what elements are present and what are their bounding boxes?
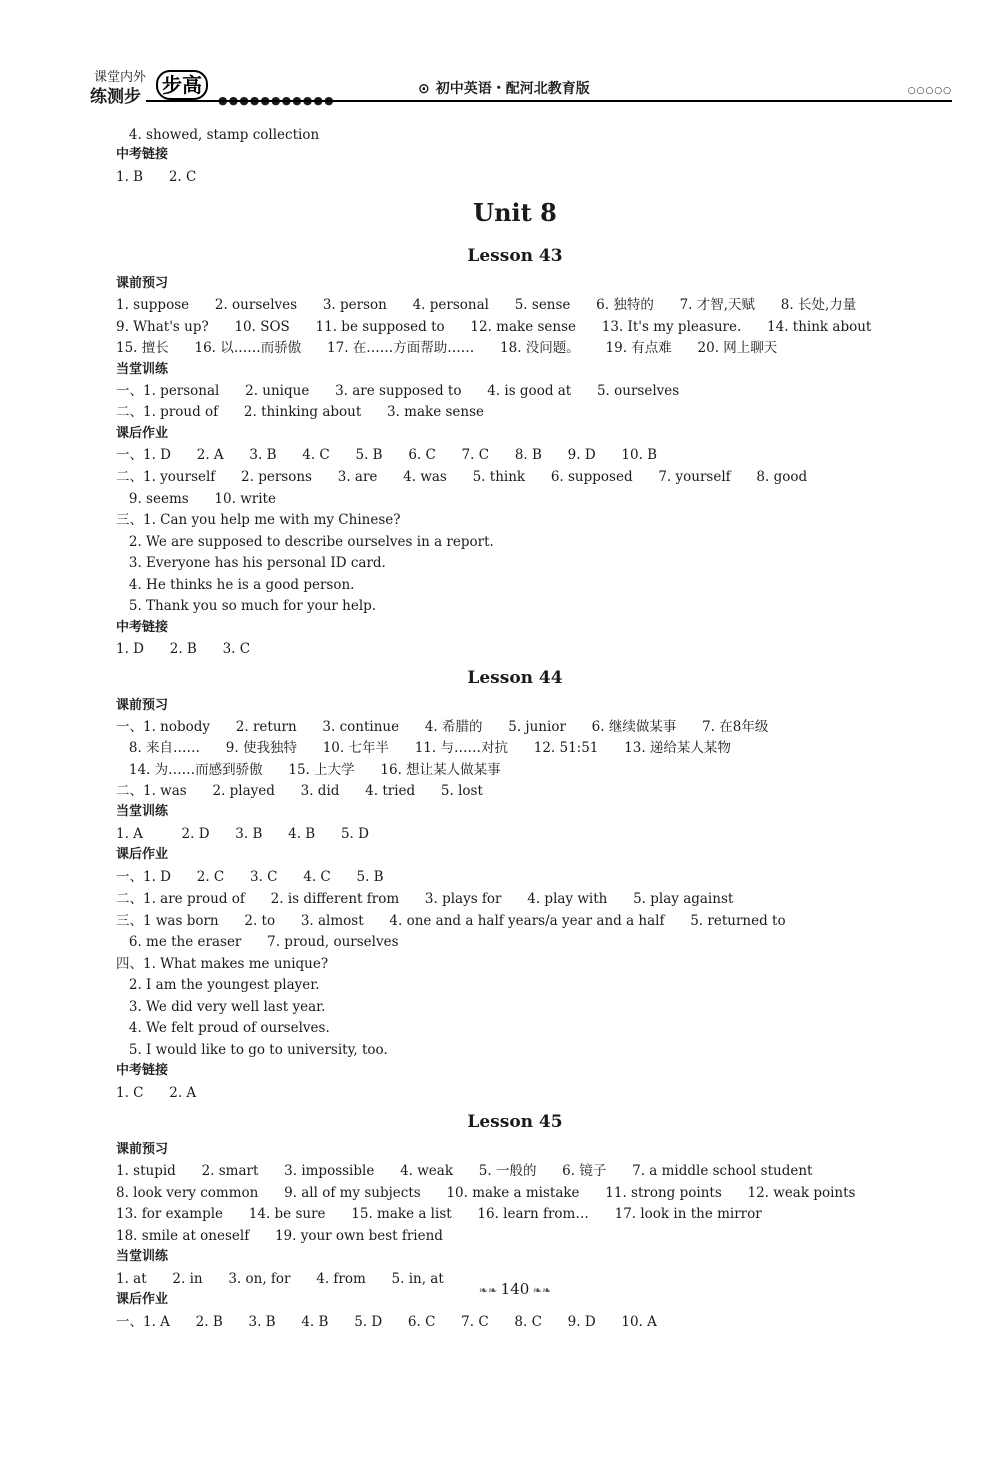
answer-line: 3. We did very well last year.: [116, 999, 326, 1015]
page-number: [440, 1280, 590, 1298]
answer-line: 9. What's up? 10. SOS 11. be supposed to 12. make sense 13. It's my pleasure. 14. think about: [116, 319, 872, 335]
answer-line: 四、1. What makes me unique?: [116, 956, 329, 972]
decorative-dots-icon: ●●●●●●●●●●●: [218, 94, 335, 107]
header-divider: [146, 100, 952, 102]
answer-line: 2. I am the youngest player.: [116, 977, 320, 993]
unit-title: Unit 8: [473, 198, 557, 227]
answer-line: 二、1. yourself 2. persons 3. are 4. was 5. think 6. supposed 7. yourself 8. good: [116, 469, 808, 485]
decorative-dots-icon: ○○○○○: [907, 86, 952, 96]
page-number-text: 140: [500, 1280, 530, 1298]
answer-line: 1. at 2. in 3. on, for 4. from 5. in, at: [116, 1271, 444, 1287]
answer-line: 5. I would like to go to university, too.: [116, 1042, 388, 1058]
answer-line: 1. stupid 2. smart 3. impossible 4. weak 5. 一般的 6. 镜子 7. a middle school student: [116, 1163, 813, 1179]
answer-line: 一、1. D 2. A 3. B 4. C 5. B 6. C 7. C 8. B 9. D 10. B: [116, 447, 658, 463]
answer-line: 一、1. personal 2. unique 3. are supposed to 4. is good at 5. ourselves: [116, 383, 680, 399]
circle-logo-icon: ⊙: [418, 81, 430, 97]
answer-line: 1. A 2. D 3. B 4. B 5. D: [116, 826, 369, 842]
section-heading: 课前预习: [116, 1142, 169, 1157]
brand-main-text: 练测步: [90, 87, 141, 107]
section-heading: 当堂训练: [116, 362, 169, 377]
brand-top-text: 课堂内外: [94, 70, 147, 85]
lesson-title: Lesson 43: [467, 246, 563, 266]
answer-line: 一、1. D 2. C 3. C 4. C 5. B: [116, 869, 384, 885]
section-heading: 中考链接: [116, 620, 169, 635]
answer-line: 4. showed, stamp collection: [116, 127, 320, 143]
header-title: [418, 78, 590, 98]
section-heading: 课前预习: [116, 276, 169, 291]
lesson-title: Lesson 45: [467, 1112, 563, 1132]
section-heading: 课前预习: [116, 698, 169, 713]
answer-line: 1. suppose 2. ourselves 3. person 4. personal 5. sense 6. 独特的 7. 才智,天赋 8. 长处,力量: [116, 297, 857, 313]
answer-line: 15. 擅长 16. 以……而骄傲 17. 在……方面帮助…… 18. 没问题。 19. 有点难 20. 网上聊天: [116, 340, 778, 356]
brand-badge: 步高: [156, 70, 208, 100]
answer-line: 18. smile at oneself 19. your own best friend: [116, 1228, 443, 1244]
header-title-text: 初中英语・配河北教育版: [435, 81, 590, 97]
answer-line: 8. 来自…… 9. 使我独特 10. 七年半 11. 与……对抗 12. 51:51 13. 递给某人某物: [116, 740, 731, 756]
answer-line: 1. D 2. B 3. C: [116, 641, 251, 657]
ornament-icon: ❧❧: [529, 1284, 552, 1297]
answer-line: 二、1. are proud of 2. is different from 3. plays for 4. play with 5. play against: [116, 891, 734, 907]
section-heading: 中考链接: [116, 147, 169, 162]
answer-line: 4. We felt proud of ourselves.: [116, 1020, 330, 1036]
answer-line: 6. me the eraser 7. proud, ourselves: [116, 934, 399, 950]
answer-line: 3. Everyone has his personal ID card.: [116, 555, 386, 571]
answer-line: 13. for example 14. be sure 15. make a list 16. learn from… 17. look in the mirror: [116, 1206, 762, 1222]
section-heading: 课后作业: [116, 1292, 169, 1307]
answer-line: 2. We are supposed to describe ourselves in a report.: [116, 534, 494, 550]
lesson-title: Lesson 44: [467, 668, 563, 688]
answer-line: 1. B 2. C: [116, 169, 197, 185]
answer-line: 9. seems 10. write: [116, 491, 276, 507]
answer-line: 三、1. Can you help me with my Chinese?: [116, 512, 401, 528]
section-heading: 中考链接: [116, 1063, 169, 1078]
answer-line: 5. Thank you so much for your help.: [116, 598, 377, 614]
section-heading: 当堂训练: [116, 804, 169, 819]
answer-line: 14. 为……而感到骄傲 15. 上大学 16. 想让某人做某事: [116, 762, 501, 778]
section-heading: 课后作业: [116, 847, 169, 862]
section-heading: 课后作业: [116, 426, 169, 441]
answer-line: 1. C 2. A: [116, 1085, 197, 1101]
answer-line: 一、1. A 2. B 3. B 4. B 5. D 6. C 7. C 8. C 9. D 10. A: [116, 1314, 657, 1330]
answer-line: 8. look very common 9. all of my subjects 10. make a mistake 11. strong points 12. weak points: [116, 1185, 856, 1201]
answer-line: 二、1. proud of 2. thinking about 3. make sense: [116, 404, 485, 420]
section-heading: 当堂训练: [116, 1249, 169, 1264]
answer-line: 二、1. was 2. played 3. did 4. tried 5. lost: [116, 783, 483, 799]
answer-line: 一、1. nobody 2. return 3. continue 4. 希腊的 5. junior 6. 继续做某事 7. 在8年级: [116, 719, 769, 735]
answer-line: 三、1 was born 2. to 3. almost 4. one and a half years/a year and a half 5. returned to: [116, 913, 786, 929]
ornament-icon: ❧❧: [478, 1284, 501, 1297]
answer-line: 4. He thinks he is a good person.: [116, 577, 355, 593]
page-header: [86, 66, 952, 106]
